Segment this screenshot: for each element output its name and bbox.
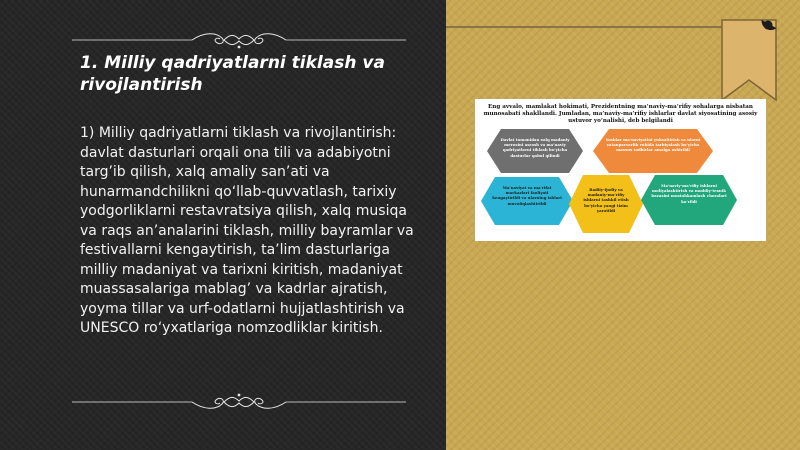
slide-body-text: 1) Milliy qadriyatlarni tiklash va rivojlantirish: davlat dasturlari orqali ona tili va adabiyotni targ’ib qilish, xalq amaliy san’ati va hunarmandchilikni qo‘llab-quvvatlash, tarixiy yodgorliklarni restavratsiya qilish, xalq musiqa va raqs an’analarini tiklash, milliy bayramlar va festivallarni kengaytirish, ta’lim dasturlariga milliy madaniyat va tarixni kiritish, madaniyat muassasalariga mablag’ va kadrlar ajratish, yoyma tillar va urf-odatlarni hujjatlashtirish va UNESCO ro‘yxatlariga nomzodliklar kiritish. xyxy=(80,125,414,336)
hexagon-yellow xyxy=(569,175,643,233)
hexagon-yellow-text: Badiiy-ijodiy va madaniy-ma’rifiy ishlarni tashkil etish bo‘yicha yangi tizim yaratildi xyxy=(583,187,629,213)
infographic-image xyxy=(475,99,766,241)
bookmark-ribbon-icon xyxy=(718,18,780,102)
infographic-caption: Eng avvalo, mamlakat hokimati, Prezidentning ma’naviy-ma’rifiy sohalarga nisbatan munosabati shakllandi. Jumladan, ma’naviy-ma’rifiy ishlarlar davlat siyosatining asosiy ustuvor yo‘nalishi, deb belgilandi xyxy=(483,104,758,125)
hexagon-green xyxy=(641,175,737,225)
hexagon-blue-text: Ma’naviyat va ma’rifat markazlari faoliyati kengaytirildi va ularning ishlari muvofiqlashtirildi xyxy=(492,185,562,206)
hexagon-blue xyxy=(481,177,573,225)
hexagon-grey xyxy=(487,129,583,173)
hexagon-grey-text: Davlat tomonidan xalq madaniy merosini asrash va ma’naviy qadriyatlarni tiklash bo‘yicha dasturlar qabul qilindi xyxy=(500,137,570,158)
ornament-divider-bottom xyxy=(64,392,414,412)
hexagon-orange-text: Yoshlar ma’naviyatini yuksaltirish va ularni vatanparvarlik ruhida tarbiyalash bo‘yicha maxsus tadbirlar amalga oshirildi xyxy=(605,137,701,153)
ornament-divider-top xyxy=(64,30,414,50)
hexagon-orange xyxy=(593,129,713,173)
hexagon-green-text: Ma’naviy-ma’rifiy ishlarni moliyalashtirish va moddiy-texnik bazasini mustahkamlash choralari ko‘rildi xyxy=(651,183,727,204)
slide-title: 1. Milliy qadriyatlarni tiklash va rivojlantirish xyxy=(80,53,385,95)
